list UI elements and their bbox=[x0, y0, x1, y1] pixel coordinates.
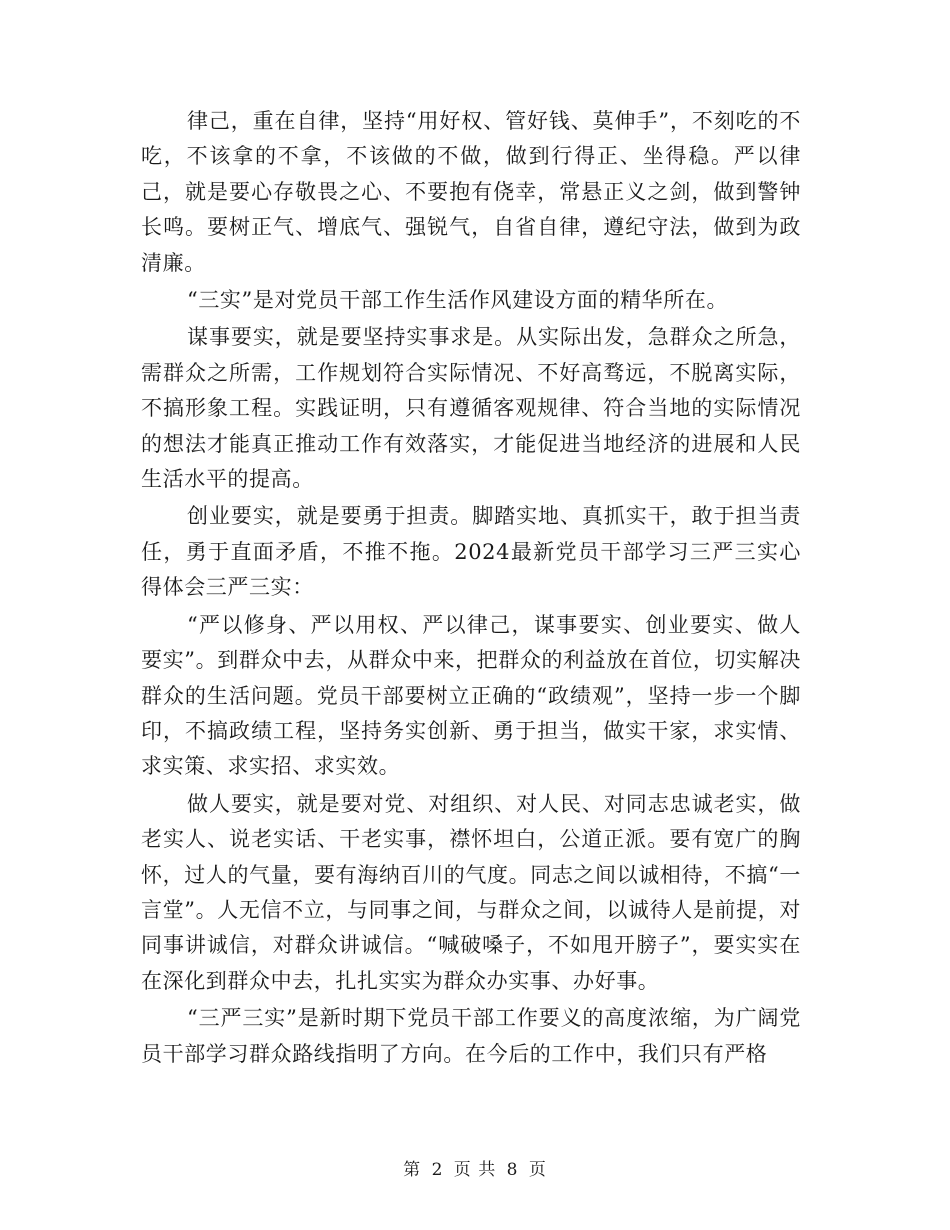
paragraph: 创业要实，就是要勇于担责。脚踏实地、真抓实干，敢于担当责任，勇于直面矛盾，不推不拖。2024最新党员干部学习三严三实心得体会三严三实： bbox=[141, 504, 801, 600]
footer-prefix: 第 bbox=[403, 1160, 422, 1180]
paragraph: “三严三实”是新时期下党员干部工作要义的高度浓缩，为广阔党员干部学习群众路线指明了方向。在今后的工作中，我们只有严格 bbox=[141, 1006, 801, 1066]
paragraph: “严以修身、严以用权、严以律己，谋事要实、创业要实、做人要实”。到群众中去，从群众中来，把群众的利益放在首位，切实解决群众的生活问题。党员干部要树立正确的“政绩观”，坚持一步一个脚印，不搞政绩工程，坚持务实创新、勇于担当，做实干家，求实情、求实策、求实招、求实效。 bbox=[141, 612, 801, 779]
total-pages-number: 8 bbox=[506, 1160, 519, 1180]
paragraph: “三实”是对党员干部工作生活作风建设方面的精华所在。 bbox=[187, 288, 729, 313]
document-body bbox=[141, 104, 801, 1074]
footer-suffix: 页 bbox=[528, 1160, 547, 1180]
footer-middle: 页 共 bbox=[453, 1160, 497, 1180]
paragraph: 律己，重在自律，坚持“用好权、管好钱、莫伸手”，不刻吃的不吃，不该拿的不拿，不该做的不做，做到行得正、坐得稳。严以律己，就是要心存敬畏之心、不要抱有侥幸，常悬正义之剑，做到警钟长鸣。要树正气、增底气、强锐气，自省自律，遵纪守法，做到为政清廉。 bbox=[141, 109, 801, 275]
current-page-number: 2 bbox=[431, 1160, 444, 1180]
paragraph: 做人要实，就是要对党、对组织、对人民、对同志忠诚老实，做老实人、说老实话、干老实事，襟怀坦白，公道正派。要有宽广的胸怀，过人的气量，要有海纳百川的气度。同志之间以诚相待，不搞“一言堂”。人无信不立，与同事之间，与群众之间，以诚待人是前提，对同事讲诚信，对群众讲诚信。“喊破嗓子，不如甩开膀子”，要实实在在深化到群众中去，扎扎实实为群众办实事、办好事。 bbox=[141, 791, 801, 993]
paragraph: 谋事要实，就是要坚持实事求是。从实际出发，急群众之所急，需群众之所需，工作规划符合实际情况、不好高骛远，不脱离实际，不搞形象工程。实践证明，只有遵循客观规律、符合当地的实际情况的想法才能真正推动工作有效落实，才能促进当地经济的进展和人民生活水平的提高。 bbox=[141, 325, 801, 492]
page-footer bbox=[0, 1155, 950, 1180]
